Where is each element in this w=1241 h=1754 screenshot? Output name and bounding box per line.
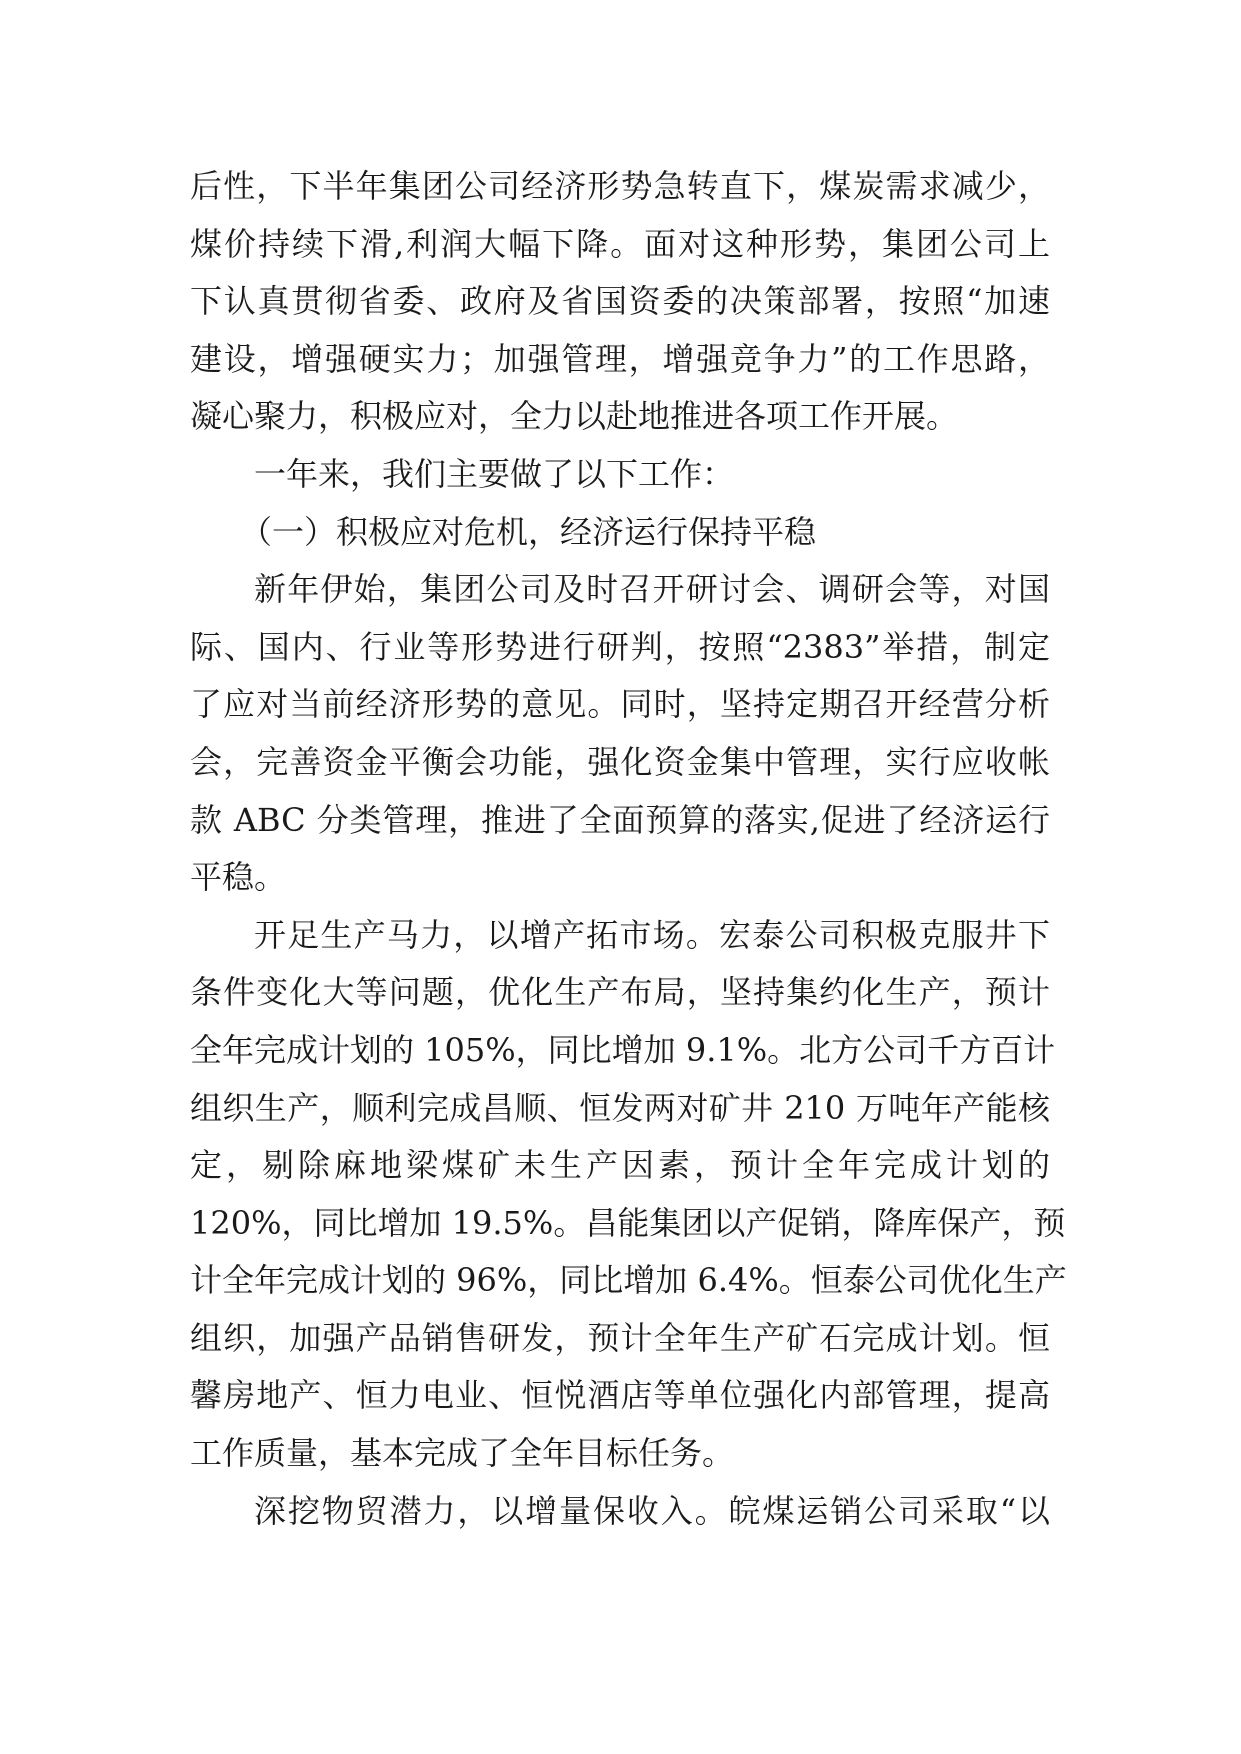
text-line: 新年伊始，集团公司及时召开研讨会、调研会等，对国 xyxy=(254,570,1050,609)
text-line: 了应对当前经济形势的意见。同时，坚持定期召开经营分析 xyxy=(190,685,1050,724)
text-line: 定，剔除麻地梁煤矿未生产因素，预计全年完成计划的 xyxy=(190,1146,1050,1185)
text-line: 际、国内、行业等形势进行研判，按照“2383”举措，制定 xyxy=(190,627,1050,666)
text-line: 120%，同比增加 19.5%。昌能集团以产促销，降库保产，预 xyxy=(190,1203,1066,1242)
text-line: 凝心聚力，积极应对，全力以赴地推进各项工作开展。 xyxy=(190,397,959,436)
paragraph-intro: 一年来，我们主要做了以下工作： xyxy=(254,454,735,493)
text-line: 全年完成计划的 105%，同比增加 9.1%。北方公司千方百计 xyxy=(190,1030,1056,1069)
text-line: 下认真贯彻省委、政府及省国资委的决策部署，按照“加速 xyxy=(190,282,1050,321)
document-body xyxy=(190,158,1067,1540)
text-line: 深挖物贸潜力，以增量保收入。皖煤运销公司采取“以 xyxy=(254,1491,1050,1530)
text-line: 煤价持续下滑,利润大幅下降。面对这种形势，集团公司上 xyxy=(190,224,1050,263)
text-line: 开足生产马力，以增产拓市场。宏泰公司积极克服井下 xyxy=(254,915,1050,954)
text-line: 后性，下半年集团公司经济形势急转直下，煤炭需求减少， xyxy=(190,167,1050,205)
section-heading: （一）积极应对危机，经济运行保持平稳 xyxy=(240,512,817,551)
text-line: 组织，加强产品销售研发，预计全年生产矿石完成计划。恒 xyxy=(190,1318,1050,1357)
text-line: 组织生产，顺利完成昌顺、恒发两对矿井 210 万吨年产能核 xyxy=(190,1088,1050,1127)
text-line: 会，完善资金平衡会功能，强化资金集中管理，实行应收帐 xyxy=(190,742,1050,781)
text-line: 建设，增强硬实力；加强管理，增强竞争力”的工作思路， xyxy=(190,339,1050,378)
text-line: 平稳。 xyxy=(190,858,287,897)
text-line: 工作质量，基本完成了全年目标任务。 xyxy=(190,1434,735,1473)
text-line: 馨房地产、恒力电业、恒悦酒店等单位强化内部管理，提高 xyxy=(190,1376,1050,1415)
text-line: 款 ABC 分类管理，推进了全面预算的落实,促进了经济运行 xyxy=(190,800,1050,839)
text-line: 计全年完成计划的 96%，同比增加 6.4%。恒泰公司优化生产 xyxy=(190,1261,1067,1300)
text-line: 条件变化大等问题，优化生产布局，坚持集约化生产，预计 xyxy=(190,973,1050,1012)
